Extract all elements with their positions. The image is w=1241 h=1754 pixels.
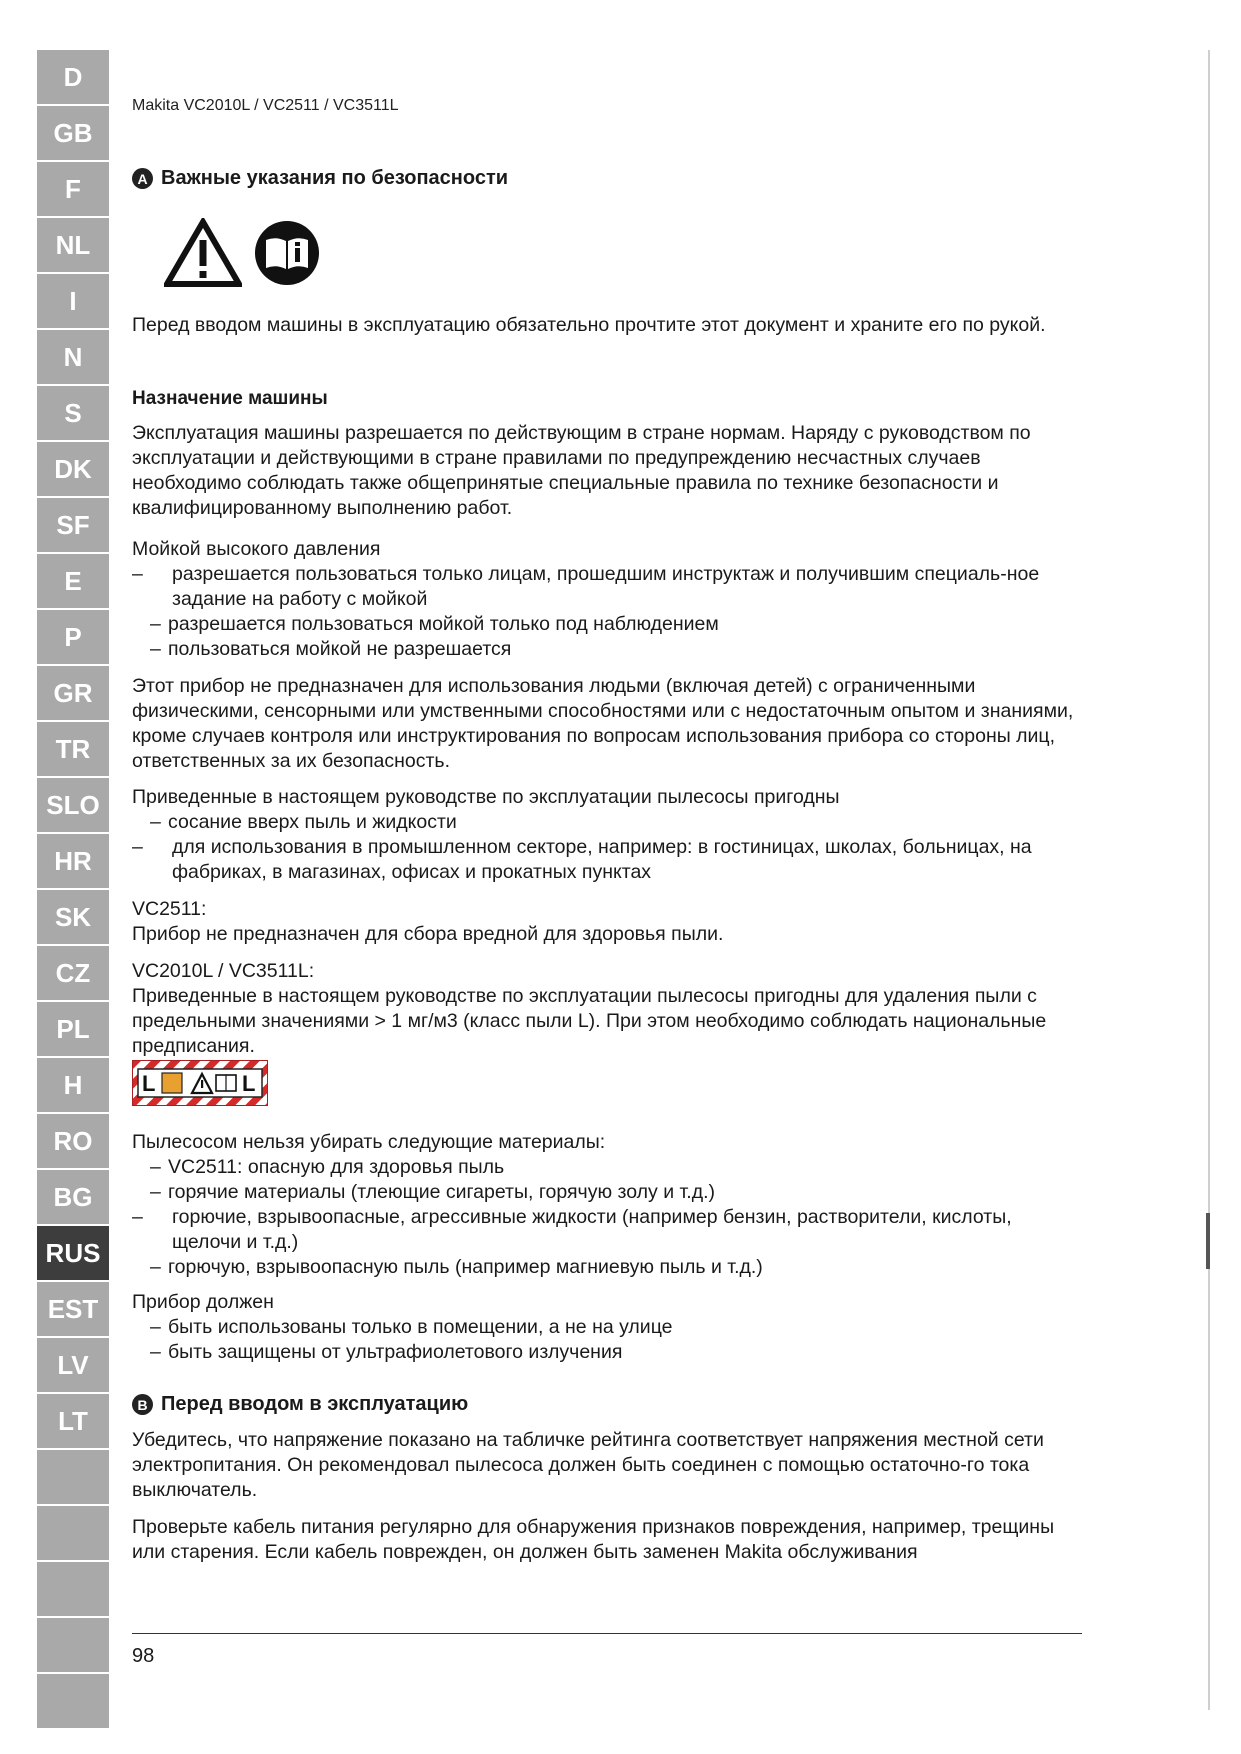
lang-tab-sf[interactable]: SF <box>37 498 109 552</box>
lang-tab-s[interactable]: S <box>37 386 109 440</box>
list-item: – для использования в промышленном секторе, например: в гостиницах, школах, больницах, на фабриках, в магазинах, офисах и прокатных пунктах <box>132 836 1032 883</box>
lang-tab-empty <box>37 1562 109 1616</box>
vc2511-label: VC2511: <box>132 898 207 920</box>
lang-tab-slo[interactable]: SLO <box>37 778 109 832</box>
list-item: – горючую, взрывоопасную пыль (например магниевую пыль и т.д.) <box>150 1256 763 1278</box>
forbidden-heading: Пылесосом нельзя убирать следующие материалы: <box>132 1131 606 1153</box>
lang-tab-i[interactable]: I <box>37 274 109 328</box>
list-item: – разрешается пользоваться мойкой только под наблюдением <box>150 613 719 635</box>
persons-paragraph: Этот прибор не предназначен для использования людьми (включая детей) с ограниченными физическими, сенсорными или умственными способностями или с недостаточным опытом и знаниями, кроме случаев контроля или инструктирования по вопросам использования прибора со стороны лиц, ответственных за их безопасность. <box>132 675 1074 772</box>
lang-tab-hr[interactable]: HR <box>37 834 109 888</box>
lang-tab-bg[interactable]: BG <box>37 1170 109 1224</box>
lang-tab-dk[interactable]: DK <box>37 442 109 496</box>
footer-rule <box>132 1633 1082 1634</box>
safety-icons <box>164 218 320 288</box>
lang-tab-cz[interactable]: CZ <box>37 946 109 1000</box>
must-list <box>132 1315 1082 1365</box>
lang-tab-empty <box>37 1618 109 1672</box>
forbidden-list <box>132 1155 1082 1280</box>
vc3511-label: VC2010L / VC3511L: <box>132 960 315 982</box>
lang-tab-empty <box>37 1506 109 1560</box>
page-header: Makita VC2010L / VC2511 / VC3511L <box>132 97 399 114</box>
lang-tab-nl[interactable]: NL <box>37 218 109 272</box>
list-item: – горячие материалы (тлеющие сигареты, горячую золу и т.д.) <box>150 1181 715 1203</box>
washer-heading: Мойкой высокого давления <box>132 538 381 560</box>
dust-class-letter-right: L <box>242 1071 256 1096</box>
vc2511-text: Прибор не предназначен для сбора вредной для здоровья пыли. <box>132 923 724 945</box>
lang-tab-empty <box>37 1674 109 1728</box>
must-heading: Прибор должен <box>132 1291 274 1313</box>
suitable-heading: Приведенные в настоящем руководстве по эксплуатации пылесосы пригодны <box>132 786 840 808</box>
vc3511-text: Приведенные в настоящем руководстве по эксплуатации пылесосы пригодны для удаления пыли с предельными значениями > 1 мг/м3 (класс пыли L). При этом необходимо соблюдать национальные предписания. <box>132 985 1047 1057</box>
lang-tab-n[interactable]: N <box>37 330 109 384</box>
lang-tab-h[interactable]: H <box>37 1058 109 1112</box>
lang-tab-d[interactable]: D <box>37 50 109 104</box>
lang-tab-sk[interactable]: SK <box>37 890 109 944</box>
lang-tab-tr[interactable]: TR <box>37 722 109 776</box>
intro-paragraph: Перед вводом машины в эксплуатацию обязательно прочтите этот документ и храните его по рукой. <box>132 314 1046 336</box>
right-edge-rule <box>1208 50 1210 1710</box>
purpose-paragraph: Эксплуатация машины разрешается по действующим в стране нормам. Наряду с руководством по эксплуатации и действующими в стране правилами по предупреждению несчастных случаев необходимо соблюдать также общепринятые специальные правила по технике безопасности и квалифицированному выполнению работ. <box>132 422 1031 519</box>
warning-triangle-icon <box>164 218 242 288</box>
lang-tab-est[interactable]: EST <box>37 1282 109 1336</box>
section-b-title <box>132 1393 1082 1416</box>
purpose-heading: Назначение машины <box>132 388 328 409</box>
list-item: – быть использованы только в помещении, а не на улице <box>150 1316 673 1338</box>
lang-tab-gr[interactable]: GR <box>37 666 109 720</box>
lang-tab-lt[interactable]: LT <box>37 1394 109 1448</box>
dust-class-letter-left: L <box>142 1071 156 1096</box>
section-a-title-text: Важные указания по безопасности <box>161 167 509 189</box>
section-a-badge: A <box>132 168 153 189</box>
section-b-badge: B <box>132 1394 153 1415</box>
lang-tab-p[interactable]: P <box>37 610 109 664</box>
lang-tab-lv[interactable]: LV <box>37 1338 109 1392</box>
section-a-title <box>132 167 1082 190</box>
list-item: – пользоваться мойкой не разрешается <box>150 638 512 660</box>
list-item: – разрешается пользоваться только лицам, прошедшим инструктаж и получившим специаль-ное задание на работу с мойкой <box>132 563 1040 610</box>
voltage-paragraph: Убедитесь, что напряжение показано на табличке рейтинга соответствует напряжения местной сети электропитания. Он рекомендовал пылесоса должен быть соединен с помощью остаточно-го тока выключатель. <box>132 1429 1044 1501</box>
lang-tab-pl[interactable]: PL <box>37 1002 109 1056</box>
dust-hazard-icon <box>162 1073 182 1093</box>
lang-tab-e[interactable]: E <box>37 554 109 608</box>
lang-tab-empty <box>37 1450 109 1504</box>
suitable-list <box>132 810 1082 885</box>
lang-tab-rus[interactable]: RUS <box>37 1226 109 1280</box>
read-manual-icon <box>254 220 320 286</box>
section-b-title-text: Перед вводом в эксплуатацию <box>161 1393 469 1415</box>
page-number: 98 <box>132 1645 155 1667</box>
list-item: – быть защищены от ультрафиолетового излучения <box>150 1341 623 1363</box>
lang-tab-ro[interactable]: RO <box>37 1114 109 1168</box>
washer-list <box>132 562 1082 662</box>
list-item: – VC2511: опасную для здоровья пыль <box>150 1156 505 1178</box>
lang-tab-gb[interactable]: GB <box>37 106 109 160</box>
list-item: – сосание вверх пыль и жидкости <box>150 811 457 833</box>
list-item: – горючие, взрывоопасные, агрессивные жидкости (например бензин, растворители, кислоты, щелочи и т.д.) <box>132 1206 1012 1253</box>
language-sidebar <box>37 50 109 1730</box>
lang-tab-f[interactable]: F <box>37 162 109 216</box>
cable-paragraph: Проверьте кабель питания регулярно для обнаружения признаков повреждения, например, трещины или старения. Если кабель поврежден, он должен быть заменен Makita обслуживания <box>132 1516 1055 1563</box>
right-edge-marker <box>1206 1213 1210 1269</box>
dust-class-l-label <box>132 1060 268 1106</box>
